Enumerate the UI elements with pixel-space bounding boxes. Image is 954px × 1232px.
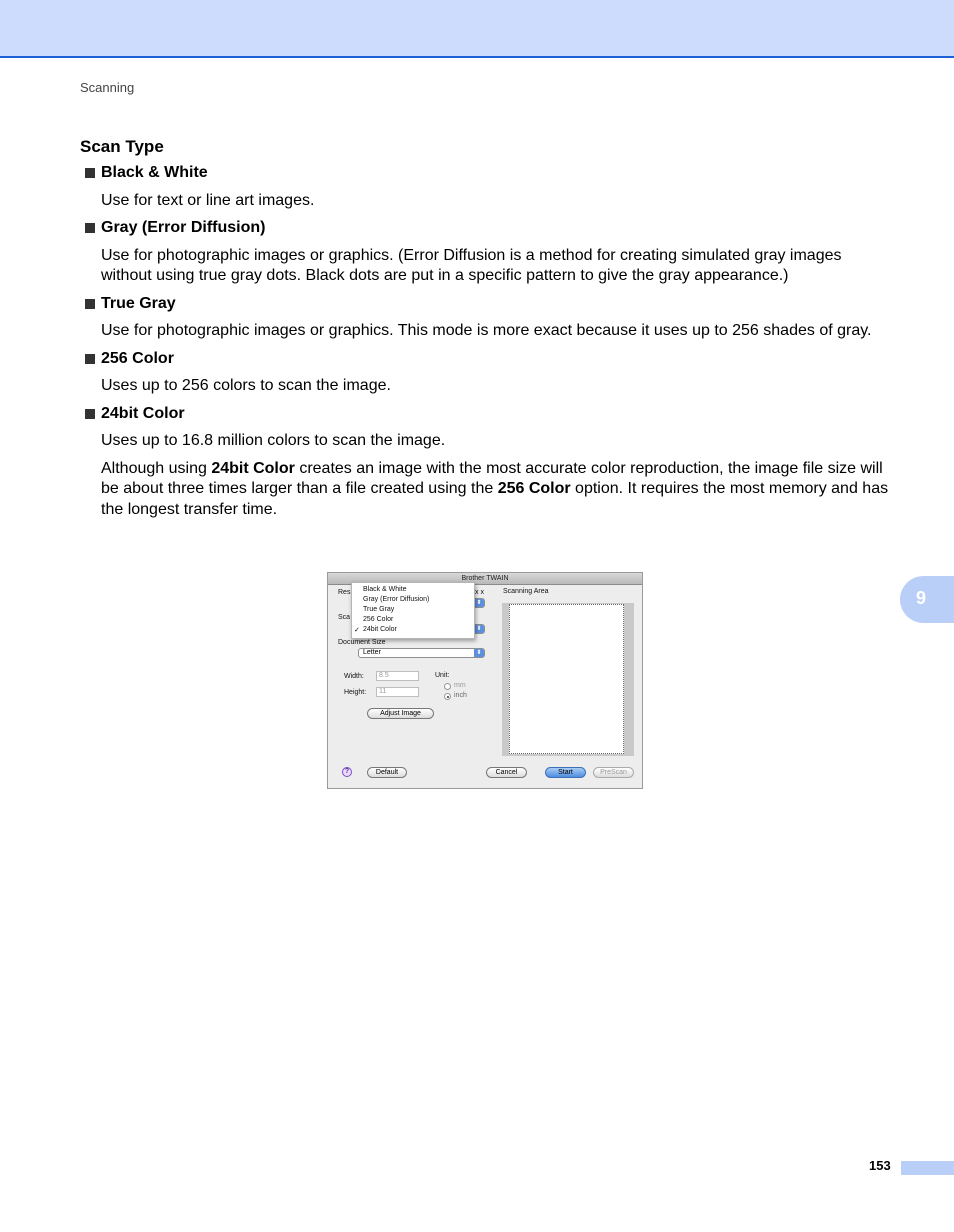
menu-item-24bit-color[interactable]: 24bit Color: [363, 626, 397, 633]
running-head: Scanning: [80, 80, 135, 95]
item-heading: [80, 349, 895, 370]
scanning-area-label: Scanning Area: [503, 588, 549, 595]
item-description: Use for photographic images or graphics. (Error Diffusion is a method for creating simulated gray images without using true gray dots. Black dots are put in a specific pattern to give the gray appearance.): [101, 246, 842, 284]
item-heading-text: Gray (Error Diffusion): [101, 219, 266, 236]
menu-item-256-color[interactable]: 256 Color: [363, 616, 394, 623]
default-button[interactable]: Default: [367, 767, 407, 778]
help-icon[interactable]: ?: [342, 767, 352, 777]
item-description: Use for text or line art images.: [101, 191, 315, 209]
note-text: option. It requires the most memory and has the longest transfer time.: [101, 480, 889, 518]
section-title: Scan Type: [80, 137, 164, 156]
prescan-button[interactable]: PreScan: [593, 767, 634, 778]
resolution-value: x x: [475, 589, 484, 596]
document-size-popup[interactable]: [358, 648, 485, 658]
popup-arrow-icon: ⬍: [474, 599, 484, 607]
chapter-tab: [900, 576, 954, 623]
bullet-square-icon: [85, 299, 95, 309]
item-description: Uses up to 256 colors to scan the image.: [101, 377, 391, 394]
note-text: Although using: [101, 459, 212, 477]
page-number: 153: [869, 1158, 891, 1173]
width-field[interactable]: 8.5: [376, 671, 419, 681]
item-heading-text: True Gray: [101, 294, 176, 312]
item-heading-text: 256 Color: [101, 349, 174, 367]
popup-arrow-icon: ⬍: [474, 649, 484, 657]
section-content: [80, 163, 895, 527]
scanning-area-paper[interactable]: [509, 604, 624, 754]
note-text: creates an image with the most accurate color reproduction, the image file size will be about three times larger than a file created using the: [101, 459, 883, 497]
scan-type-dropdown-menu: [351, 582, 475, 639]
height-label: Height:: [344, 689, 367, 696]
item-description: Use for photographic images or graphics. This mode is more exact because it uses up to 256 shades of gray.: [101, 322, 872, 339]
dialog-title: Brother TWAIN: [328, 573, 642, 585]
document-size-value: Letter: [363, 649, 381, 656]
document-size-label: Document Size: [338, 639, 386, 646]
note-bold: 256 Color: [497, 480, 571, 497]
item-heading: [80, 404, 895, 425]
bullet-square-icon: [85, 354, 95, 364]
unit-inch-label: inch: [454, 692, 467, 699]
unit-label: Unit:: [435, 672, 450, 679]
header-band: [0, 0, 954, 58]
scan-type-label: Sca: [338, 614, 351, 621]
bullet-square-icon: [85, 223, 95, 233]
bullet-square-icon: [85, 409, 95, 419]
unit-mm-radio[interactable]: [444, 683, 451, 690]
item-description: Uses up to 16.8 million colors to scan the image.: [101, 432, 446, 449]
cancel-button[interactable]: Cancel: [486, 767, 527, 778]
item-heading: [80, 294, 895, 315]
adjust-image-button[interactable]: Adjust Image: [367, 708, 434, 719]
item-heading: [80, 163, 895, 184]
popup-arrow-icon: ⬍: [474, 625, 484, 633]
width-label: Width:: [344, 673, 364, 680]
height-field[interactable]: 11: [376, 687, 419, 697]
item-heading-text: Black & White: [101, 164, 208, 181]
resolution-label: Res: [338, 589, 351, 596]
item-heading: [80, 218, 895, 239]
menu-item-true-gray[interactable]: True Gray: [363, 606, 395, 613]
unit-mm-label: mm: [454, 682, 466, 689]
chapter-number: 9: [916, 588, 927, 608]
unit-inch-radio[interactable]: [444, 693, 451, 700]
menu-item-gray-error-diffusion[interactable]: Gray (Error Diffusion): [363, 596, 430, 603]
twain-dialog-screenshot: [327, 572, 643, 789]
note-bold: 24bit Color: [211, 459, 295, 477]
note-paragraph: [80, 459, 895, 521]
page-number-bar: [901, 1161, 954, 1175]
item-heading-text: 24bit Color: [101, 404, 185, 422]
checkmark-icon: ✓: [354, 627, 360, 634]
menu-item-black-white[interactable]: Black & White: [363, 586, 407, 593]
start-button[interactable]: Start: [545, 767, 586, 778]
bullet-square-icon: [85, 168, 95, 178]
